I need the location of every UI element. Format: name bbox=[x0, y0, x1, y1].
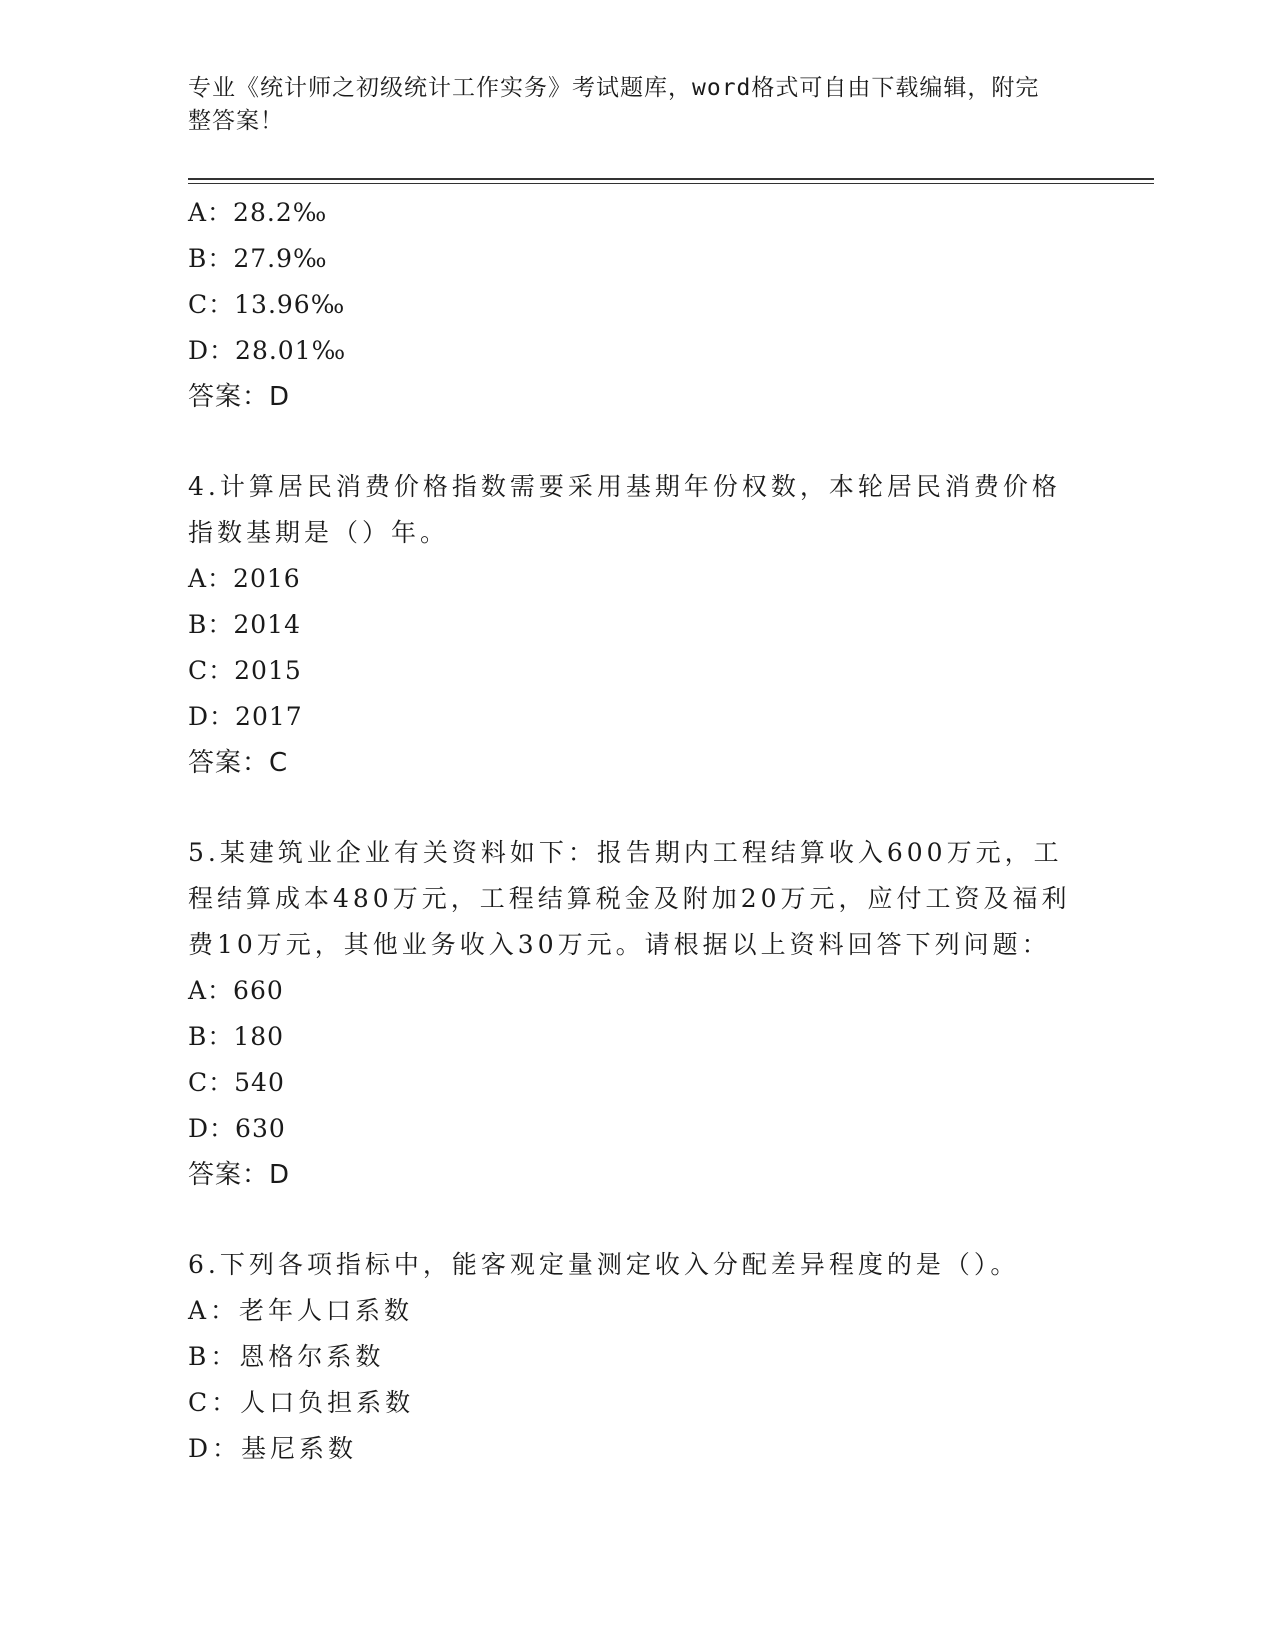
spacer bbox=[188, 1198, 1088, 1242]
header-rule-thin bbox=[188, 183, 1154, 184]
spacer bbox=[188, 420, 1088, 464]
option-b: B：180 bbox=[188, 1022, 285, 1051]
question-text-line: 程结算成本480万元，工程结算税金及附加20万元，应付工资及福利 bbox=[188, 884, 1071, 913]
option-d: D：630 bbox=[188, 1114, 286, 1143]
option-b: B：2014 bbox=[188, 610, 301, 639]
spacer bbox=[188, 786, 1088, 830]
option-b: B：恩格尔系数 bbox=[188, 1342, 385, 1371]
option-c: C：人口负担系数 bbox=[188, 1388, 415, 1417]
question-text-line: 5.某建筑业企业有关资料如下：报告期内工程结算收入600万元，工 bbox=[188, 838, 1063, 867]
question-4-block bbox=[188, 464, 1088, 786]
option-c: C：13.96‰ bbox=[188, 290, 346, 319]
question-text-line: 6.下列各项指标中，能客观定量测定收入分配差异程度的是（）。 bbox=[188, 1250, 1020, 1279]
option-b: B：27.9‰ bbox=[188, 244, 328, 273]
question-text-line: 指数基期是（）年。 bbox=[188, 518, 450, 547]
header-line-1: 专业《统计师之初级统计工作实务》考试题库，word格式可自由下载编辑，附完 bbox=[188, 75, 1040, 101]
answer-line: 答案：D bbox=[188, 1160, 291, 1190]
header-rule-thick bbox=[188, 178, 1154, 180]
question-text-line: 费10万元，其他业务收入30万元。请根据以上资料回答下列问题： bbox=[188, 930, 1051, 959]
option-a: A：老年人口系数 bbox=[188, 1296, 414, 1325]
answer-line: 答案：C bbox=[188, 748, 289, 778]
option-c: C：2015 bbox=[188, 656, 302, 685]
option-d: D：28.01‰ bbox=[188, 336, 347, 365]
option-a: A：660 bbox=[188, 976, 284, 1005]
answer-line: 答案：D bbox=[188, 382, 291, 412]
option-c: C：540 bbox=[188, 1068, 285, 1097]
option-a: A：2016 bbox=[188, 564, 301, 593]
question-3-block bbox=[188, 190, 1088, 420]
question-text-line: 4.计算居民消费价格指数需要采用基期年份权数，本轮居民消费价格 bbox=[188, 472, 1061, 501]
option-a: A：28.2‰ bbox=[188, 198, 328, 227]
question-5-block bbox=[188, 830, 1088, 1198]
header-line-2: 整答案！ bbox=[188, 108, 284, 134]
question-list bbox=[188, 190, 1088, 1472]
question-6-block bbox=[188, 1242, 1088, 1472]
option-d: D：基尼系数 bbox=[188, 1434, 358, 1463]
option-d: D：2017 bbox=[188, 702, 303, 731]
document-header bbox=[188, 72, 1068, 138]
